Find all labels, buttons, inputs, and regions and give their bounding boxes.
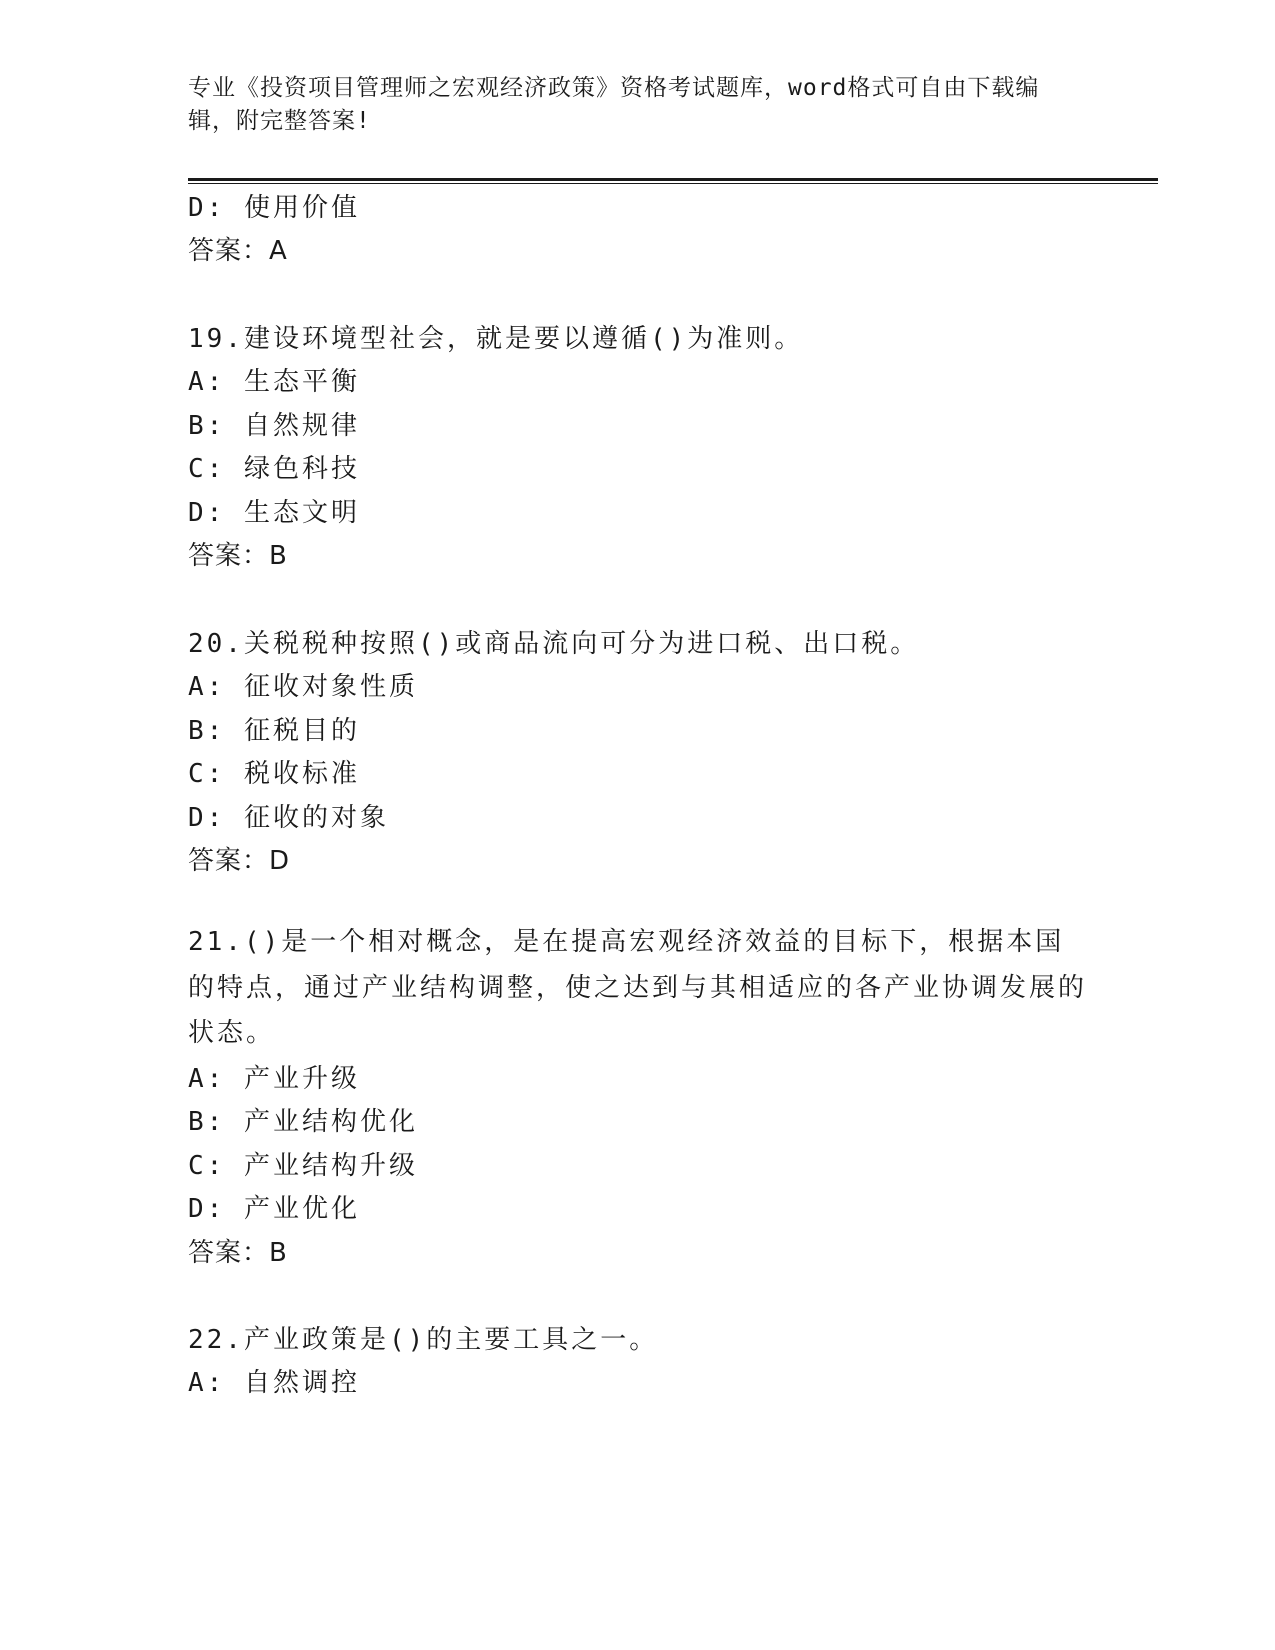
q19-option-a: A: 生态平衡	[188, 367, 360, 397]
q20-option-d: D: 征收的对象	[188, 803, 389, 833]
q19-stem: 19.建设环境型社会，就是要以遵循()为准则。	[188, 324, 804, 354]
q20-stem: 20.关税税种按照()或商品流向可分为进口税、出口税。	[188, 629, 920, 659]
q21-option-d: D: 产业优化	[188, 1194, 360, 1224]
q19-option-b: B: 自然规律	[188, 411, 360, 441]
q21-option-b: B: 产业结构优化	[188, 1107, 418, 1137]
q19-answer: 答案：B	[188, 541, 288, 571]
q19-option-c: C: 绿色科技	[188, 454, 360, 484]
q20-option-a: A: 征收对象性质	[188, 672, 418, 702]
document-header: 专业《投资项目管理师之宏观经济政策》资格考试题库，word格式可自由下载编辑，附完整答案!	[188, 75, 1040, 134]
header-divider-thin	[188, 183, 1158, 184]
q20-option-b: B: 征税目的	[188, 716, 360, 746]
document-page	[188, 0, 1158, 1650]
q21-answer: 答案：B	[188, 1238, 288, 1268]
q21-option-c: C: 产业结构升级	[188, 1151, 418, 1181]
q20-option-c: C: 税收标准	[188, 759, 360, 789]
q22-stem: 22.产业政策是()的主要工具之一。	[188, 1325, 659, 1355]
q21-option-a: A: 产业升级	[188, 1064, 360, 1094]
q20-answer: 答案：D	[188, 846, 291, 876]
q18-option-d: D: 使用价值	[188, 193, 360, 223]
q22-option-a: A: 自然调控	[188, 1368, 360, 1398]
q18-answer: 答案：A	[188, 236, 288, 266]
q21-stem: 21.()是一个相对概念，是在提高宏观经济效益的目标下，根据本国的特点，通过产业结构调整，使之达到与其相适应的各产业协调发展的状态。	[188, 927, 1088, 1048]
header-divider-thick	[188, 178, 1158, 181]
q19-option-d: D: 生态文明	[188, 498, 360, 528]
